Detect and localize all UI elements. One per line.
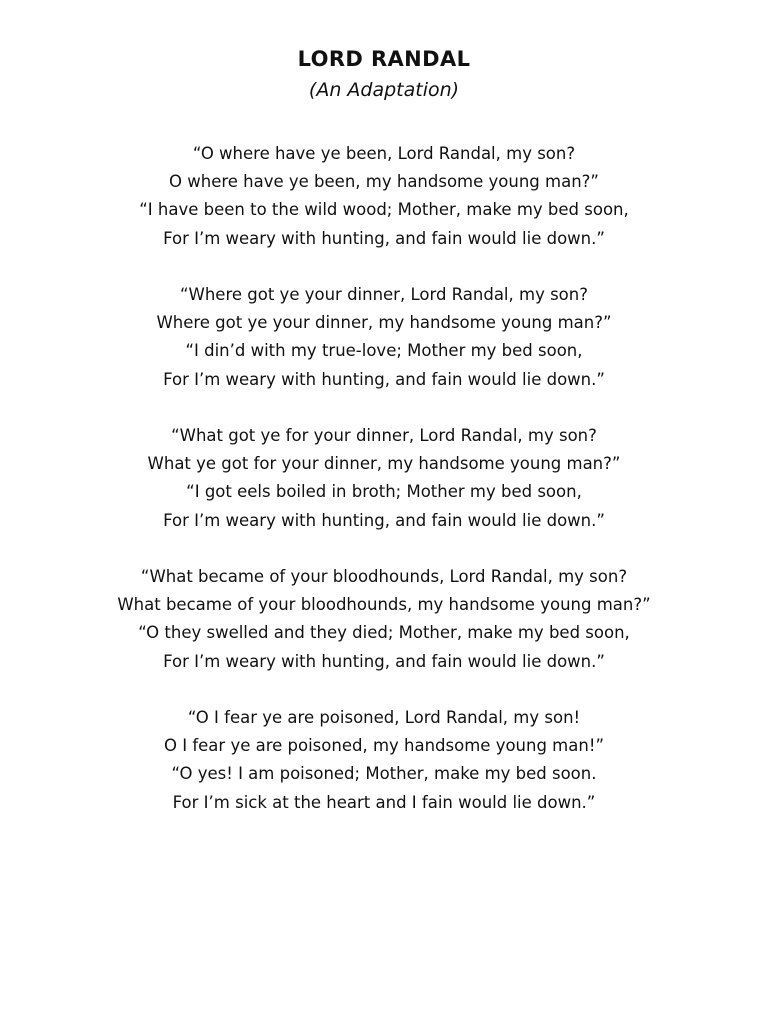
poem-line: “O I fear ye are poisoned, Lord Randal, my son! [187,708,581,727]
poem-line: For I’m weary with hunting, and fain would lie down.” [163,369,605,389]
poem-line: “What got ye for your dinner, Lord Randal, my son? [171,426,597,445]
poem-line: For I’m weary with hunting, and fain would lie down.” [163,510,605,530]
stanza-1 [0,140,768,281]
poem-body [0,140,768,845]
poem-line: “O yes! I am poisoned; Mother, make my bed soon. [171,764,597,784]
poem-line: For I’m weary with hunting, and fain would lie down.” [163,228,605,248]
stanza-5 [0,704,768,845]
poem-line: “O they swelled and they died; Mother, make my bed soon, [138,623,630,643]
poem-title: LORD RANDAL [297,47,471,71]
poem-line: For I’m weary with hunting, and fain would lie down.” [163,651,605,671]
poem-line: What became of your bloodhounds, my handsome young man?” [117,595,651,615]
poem-line: “O where have ye been, Lord Randal, my son? [192,144,576,163]
stanza-4 [0,563,768,704]
poem-line: Where got ye your dinner, my handsome young man?” [156,313,612,333]
poem-line: “I din’d with my true-love; Mother my bed soon, [185,341,583,361]
poem-line: “I got eels boiled in broth; Mother my bed soon, [186,482,582,502]
poem-line: “What became of your bloodhounds, Lord Randal, my son? [140,567,628,586]
poem-line: “Where got ye your dinner, Lord Randal, my son? [179,285,588,304]
stanza-3 [0,422,768,563]
poem-line: O where have ye been, my handsome young man?” [169,172,599,192]
poem-line: “I have been to the wild wood; Mother, make my bed soon, [139,200,629,220]
poem-subtitle: (An Adaptation) [308,79,460,101]
poem-line: For I’m sick at the heart and I fain would lie down.” [172,792,596,812]
poem-line: O I fear ye are poisoned, my handsome young man!” [164,736,604,756]
stanza-2 [0,281,768,422]
poem-line: What ye got for your dinner, my handsome young man?” [147,454,621,474]
